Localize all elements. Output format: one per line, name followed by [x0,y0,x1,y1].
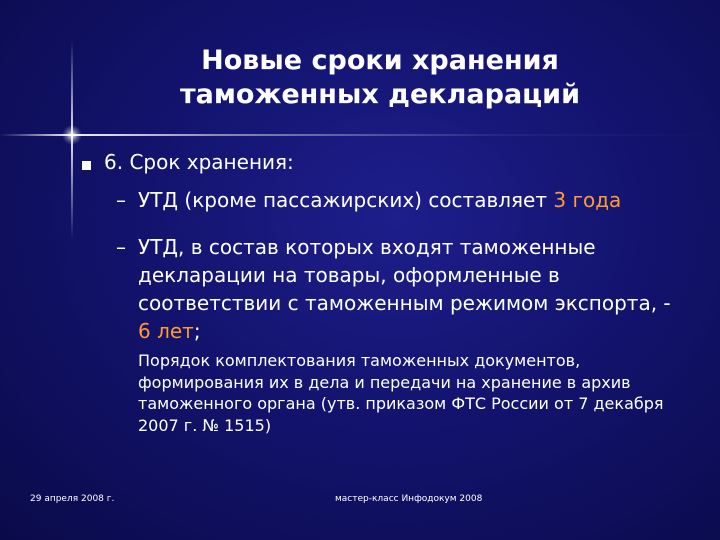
title-line-1: Новые сроки хранения [201,45,559,76]
bullet-text: 6. Срок хранения: [104,150,294,174]
sub-bullet-1-highlight: 3 года [553,188,622,212]
sub-bullet-1 [138,186,621,214]
dash-bullet-2: – [116,235,126,259]
dash-bullet-1: – [116,188,126,212]
sub-bullet-2-line-2: декларации на товары, оформленные в [138,263,560,287]
footer-date: 29 апреля 2008 г. [30,494,115,504]
square-bullet-icon [82,161,91,170]
note-paragraph: Порядок комплектования таможенных документов, формирования их в дела и передачи на хранение в архив таможенного органа (утв. приказом ФТС России от 7 декабря 2007 г. № 1515) [138,351,664,435]
sub-bullet-2-tail: ; [193,319,201,343]
slide-title [150,44,610,112]
sub-bullet-2-line-1: УТД, в состав которых входят таможенные [138,235,596,259]
footer-caption: мастер-класс Инфодокум 2008 [335,494,483,504]
decorative-star-glow [62,125,82,145]
decorative-star-horizontal-ray [0,134,720,136]
sub-bullet-1-text: УТД (кроме пассажирских) составляет [138,188,554,212]
title-line-2: таможенных деклараций [179,79,581,110]
sub-bullet-2-highlight: 6 лет [138,319,194,343]
sub-bullet-2-line-4 [138,317,201,345]
sub-bullet-2-line-3: соответствии с таможенным режимом экспорта, - [138,291,671,315]
